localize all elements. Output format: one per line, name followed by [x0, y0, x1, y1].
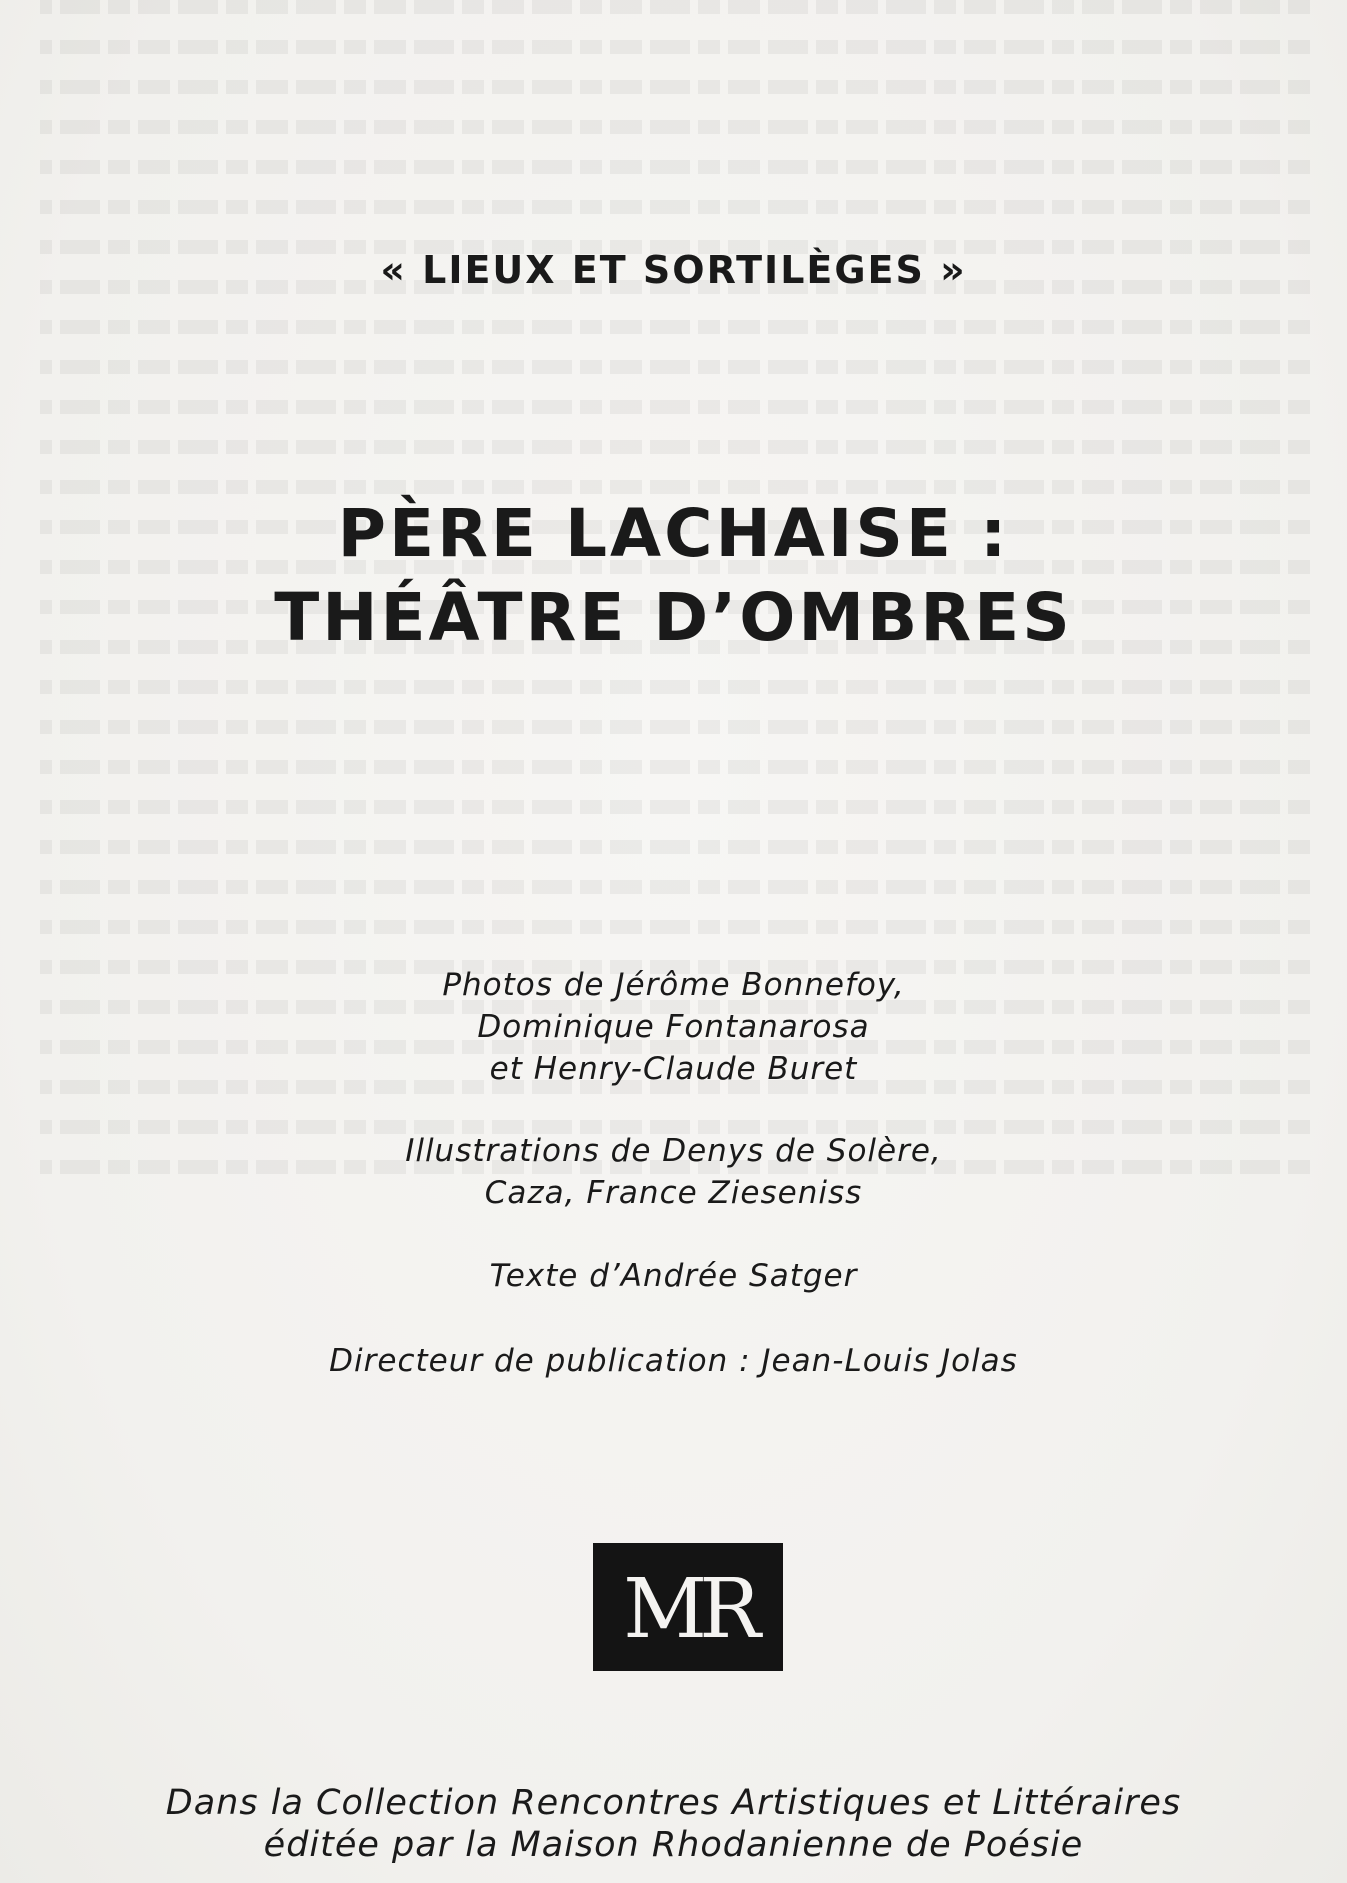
illustration-credit-line: Illustrations de Denys de Solère, [405, 1133, 942, 1169]
illustration-credit-line: Caza, France Zieseniss [484, 1175, 863, 1211]
photo-credit-line: Dominique Fontanarosa [477, 1009, 870, 1045]
publisher-logo-text: MR [623, 1562, 753, 1657]
photo-credit-line: Photos de Jérôme Bonnefoy, [442, 967, 905, 1003]
photo-credits [0, 964, 1347, 1090]
collection-line: éditée par la Maison Rhodanienne de Poésie [263, 1825, 1084, 1865]
collection-line: Dans la Collection Rencontres Artistiques et Littéraires [165, 1783, 1182, 1823]
photo-credit-line: et Henry-Claude Buret [489, 1051, 858, 1087]
text-credit: Texte d’Andrée Satger [489, 1258, 858, 1294]
series-heading: « LIEUX ET SORTILÈGES » [380, 248, 967, 292]
publication-director: Directeur de publication : Jean-Louis Jolas [329, 1343, 1018, 1379]
illustration-credits [0, 1130, 1347, 1214]
title-line-2: THÉÂTRE D’OMBRES [274, 579, 1073, 656]
publisher-logo [593, 1543, 783, 1671]
collection-note [0, 1782, 1347, 1866]
book-title [0, 492, 1347, 660]
title-line-1: PÈRE LACHAISE : [337, 495, 1010, 572]
